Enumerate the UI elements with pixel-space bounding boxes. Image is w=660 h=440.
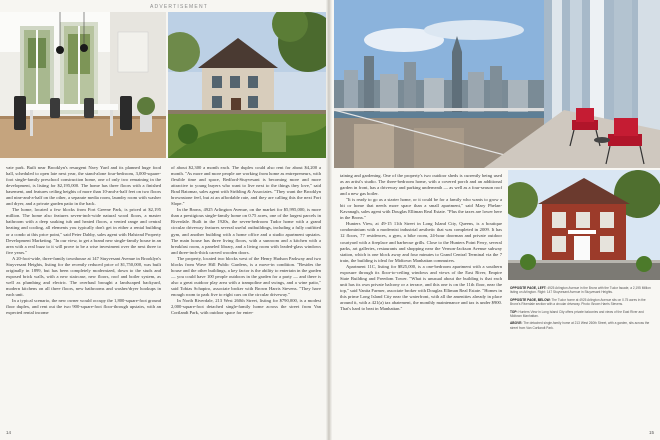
caption-body: 4925 Arlington Avenue in the Bronx with the Tudor facade, a 2,195 Million listing on Arlington. Right: 147 Stuyvesant Avenue in Stuyvesant Heights. — [510, 286, 651, 295]
paragraph: taining and gardening. One of the property's two outdoor sheds is currently being used as an artist's studio. The three-bedroom home, with a covered porch and an additional garden in front, has a driveway and parking underneath — as well as a four-season roof and a new gas boiler. — [340, 173, 502, 197]
right-page — [330, 0, 660, 440]
caption — [510, 310, 656, 319]
paragraph: vate park. Built near Brooklyn's resurgent Navy Yard and its planned huge food hall, scheduled to open late next year, the stand-alone four-bedroom, 3,000-square-foot single-family preschool construction home, one of only two remaining in the development, is listing for $2,195,000. The home has three floors with a finished basement, and features ceiling heights of more than 10-and-a-half feet on two floors and nine-and-a-half on the other, a separate media room, laundry room with washer and dryer, and a private garden patio in the back. — [6, 165, 161, 207]
spine-gutter — [326, 0, 332, 440]
article-column-1 — [6, 165, 161, 433]
city-balcony-photo — [334, 0, 660, 168]
advertisement-label-left: ADVERTISEMENT — [150, 4, 209, 10]
page-number-right: 15 — [648, 430, 654, 435]
caption — [510, 321, 656, 330]
caption-head: TOP: — [510, 309, 518, 314]
paragraph: A 20-foot-wide, three-family townhouse at 147 Stuyvesant Avenue in Brooklyn's Stuyvesant Heights, listing for the recently reduced price of $1,750,000, was built originally in 1899, but has been completely modernized, down to the studs and exposed brick walls, with a new staircase, new floors, roof and boiler system, as well as plumbing and electric. The overhaul brought a landscaped backyard, modern kitchens on all three floors, new bathrooms and washer/dryer hookups in each unit. — [6, 255, 161, 297]
article-column-2 — [171, 165, 321, 433]
paragraph: The property, located two blocks west of the Henry Hudson Parkway and two blocks from Wave Hill Public Gardens, is a move-in condition. "Besides the house and the other buildings, a key factor is the ability to entertain in the garden — you could have 100 people outdoors in the garden for a party — and there is also a great outdoor play area with a trampoline and swings, and a wine patio," said Tobias Schapiro, associate broker with Brown Harris Stevens. "They have enough room to park five to eight cars on the circular driveway." — [171, 255, 321, 297]
caption-head: OPPOSITE PAGE, BELOW: — [510, 297, 551, 302]
paragraph: Hunters View, at 49-15 11th Street in Long Island City, Queens, is a boutique condominium with a modernist industrial aesthetic that was completed in 2009. It has 12 floors, 77 residences, a gym, a bike room, 24-hour doorman and private outdoor courtyard with a fireplace and barbecue grills. Close to the Hunters Point Ferry, several parks, art galleries, restaurants and shopping near the Vernon-Jackson Avenue subway station, which is one block away and four minutes to Grand Central Terminal via the 7 train, the building is ideal for Midtown Manhattan commuters. — [340, 221, 502, 263]
dining-room-photo — [0, 12, 166, 158]
left-page — [0, 0, 328, 440]
caption-head: ABOVE: — [510, 321, 523, 326]
paragraph: In North Riverdale, 213 West 260th Street, listing for $790,000, is a modest 2,000-square-foot detached single-family home across the street from Van Cortlandt Park, with outdoor space for enter- — [171, 298, 321, 316]
caption-body: The Tudor home at 4925 Arlington Avenue sits on 0.75 acres in the Bronx's Riverdale section with a circular driveway. Photo: Brown Harris Stevens. — [510, 297, 646, 307]
caption — [510, 286, 656, 295]
brick-house-photo — [508, 170, 660, 280]
house-exterior-photo — [168, 12, 328, 158]
caption-body: The detached single-family home at 213 West 260th Street, with a garden, sits across the street from Van Cortlandt Park. — [510, 321, 650, 330]
paragraph: In the Bronx, 4925 Arlington Avenue, on the market for $5,995,000, is more than a prestigious single-family home on 0.75 acres, one of the largest parcels in Riverdale. Built in the 1920s, the seven-bedroom Tudor home with a grand circular driveway features several useful outbuildings, including a fully outfitted gym, and another building with a home office and a studio apartment upstairs. The main house has three living floors, with a sunroom and a kitchen with a breakfast room, a paneled library, and a living room with leaded-glass windows and three-inch-thick carved wooden doors. — [171, 207, 321, 255]
page-number-left: 14 — [6, 430, 12, 435]
caption-head: OPPOSITE PAGE, LEFT: — [510, 286, 547, 290]
paragraph: Apartment 11C, listing for $825,000, is a one-bedroom apartment with a southern exposure through its floor-to-ceiling windows and views of the East River, Empire State Building and Freedom Tower. "What is unusual about the building is that each unit has its own private balcony or a terrace, and this one is on the 11th floor, near the top," said Vanita Farmer, associate broker with Douglas Elliman Real Estate. "Homes in this prime Long Island City near the waterfront, with all the amenities already in place around it, with a 421(a) tax abatement, the monthly maintenance and tax is under $900. That's hard to beat in Manhattan." — [340, 263, 502, 312]
caption — [510, 298, 656, 307]
paragraph: The home, located a few blocks from Fort Greene Park, is priced at $2,195 million. The home also features seven-inch-wide natural wood floors, a master bathroom with a deep soaking tub and heated floors, a vented range and central heating and cooling, all elements you typically don't get in either a rental building or a condo at this price point," said Peter Dahby, sales agent with Halstead Property Development Marketing. "In our view, to get a brand new single-family house in an area with a real buzz to it will prove to be a wise investment over the next three to five years." — [6, 207, 161, 255]
paragraph: In a typical scenario, the new owner would occupy the 1,800-square-foot ground floor duplex, and rent out the two 900-square-foot floor-through upstairs, with an expected rental income — [6, 298, 161, 316]
article-column-3 — [340, 173, 502, 435]
caption-body: Hunters View in Long Island City offers private balconies and views of the East River and Midtown Manhattan. — [510, 309, 644, 319]
photo-captions — [510, 286, 656, 333]
paragraph: "It is ready to go as a starter home, or it could be for a family who wants to grow a bit or home that needs more space than a small apartment," said Mary Phelan-Kavanagh, sales agent with Douglas Elliman Real Estate. "Plus the taxes are lower here in the Bronx." — [340, 197, 502, 221]
paragraph: of about $2,300 a month each. The duplex could also rent for about $4,200 a month. "As more and more people are working from home as entrepreneurs, with flexible time and space, Bedford-Stuyvesant is becoming more and more attractive to young buyers who want to live next to the things they love," said Brad Batomar, sales agent with Stribling & Associates. "They want the Brooklyn brownstone feel, but at an affordable rate, and they are calling this the next Fort Slope." — [171, 165, 321, 207]
